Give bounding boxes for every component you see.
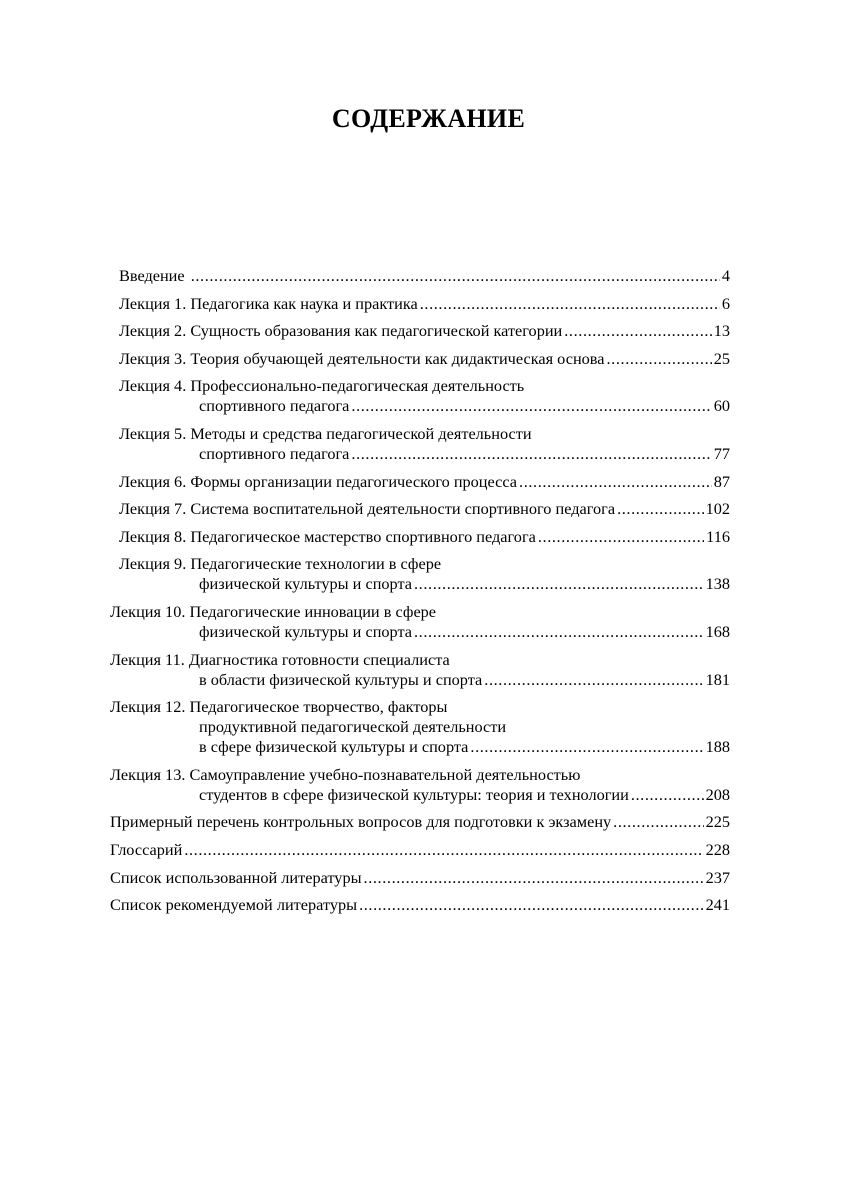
dot-leader — [470, 737, 703, 757]
toc-entry-title: Введение — [119, 266, 189, 285]
dot-leader — [631, 785, 704, 805]
toc-entry-title: Лекция 7. Система воспитательной деятельности спортивного педагога — [119, 499, 616, 519]
toc-entry[interactable] — [110, 527, 730, 547]
dot-leader — [564, 321, 711, 341]
toc-entry-title-continuation: продуктивной педагогической деятельности — [199, 717, 507, 737]
toc-entry-title-continuation: в области физической культуры и спорта — [199, 669, 483, 689]
toc-entry-title: Лекция 11. Диагностика готовности специалиста — [110, 649, 450, 669]
toc-entry-title: Лекция 4. Профессионально-педагогическая деятельность — [119, 376, 525, 396]
toc-entry-title: Лекция 9. Педагогические технологии в сфере — [119, 554, 442, 574]
toc-entry-title: Лекция 2. Сущность образования как педагогической категории — [119, 321, 563, 341]
toc-entry-title: Список рекомендуемой литературы — [110, 895, 358, 915]
dot-leader — [364, 868, 704, 888]
toc-entry[interactable] — [110, 554, 730, 594]
toc-entry-title-continuation: в сфере физической культуры и спорта — [199, 737, 469, 757]
table-of-contents — [110, 266, 730, 923]
toc-entry[interactable] — [110, 424, 730, 464]
toc-entry[interactable] — [110, 499, 730, 519]
dot-leader — [519, 472, 712, 492]
dot-leader — [414, 622, 704, 642]
toc-page-number: 77 — [713, 443, 730, 463]
toc-page-number: 237 — [705, 867, 730, 887]
toc-page-number: 241 — [705, 895, 730, 915]
toc-entry[interactable] — [110, 812, 730, 832]
toc-entry-title: Лекция 3. Теория обучающей деятельности как дидактическая основа — [119, 348, 605, 368]
toc-page-number: 116 — [706, 526, 730, 546]
toc-page-number: 228 — [705, 839, 730, 859]
toc-page-number: 168 — [705, 621, 730, 641]
toc-entry-title: Лекция 12. Педагогическое творчество, факторы — [110, 697, 448, 717]
toc-entry-title-continuation: физической культуры и спорта — [199, 574, 413, 594]
toc-entry[interactable] — [110, 472, 730, 492]
toc-entry[interactable] — [110, 266, 730, 286]
toc-page-number: 25 — [713, 348, 730, 368]
toc-page-number: 181 — [705, 669, 730, 689]
dot-leader — [351, 396, 711, 416]
toc-entry-title: Лекция 10. Педагогические инновации в сфере — [110, 601, 437, 621]
toc-entry[interactable] — [110, 294, 730, 314]
toc-entry[interactable] — [110, 349, 730, 369]
dot-leader — [191, 266, 720, 286]
toc-entry-title: Лекция 1. Педагогика как наука и практика — [119, 293, 418, 313]
toc-entry[interactable] — [110, 697, 730, 757]
dot-leader — [607, 349, 712, 369]
dot-leader — [613, 812, 703, 832]
toc-page-number: 188 — [705, 737, 730, 757]
toc-entry[interactable] — [110, 840, 730, 860]
toc-page-number: 6 — [721, 293, 730, 313]
toc-entry-title: Лекция 8. Педагогическое мастерство спортивного педагога — [119, 526, 536, 546]
page-title: СОДЕРЖАНИЕ — [331, 104, 526, 133]
toc-entry-title: Лекция 6. Формы организации педагогического процесса — [119, 471, 518, 491]
toc-entry[interactable] — [110, 895, 730, 915]
toc-entry[interactable] — [110, 321, 730, 341]
toc-entry[interactable] — [110, 376, 730, 416]
toc-entry-title: Примерный перечень контрольных вопросов для подготовки к экзамену — [110, 812, 612, 832]
toc-entry-title: Список использованной литературы — [110, 867, 362, 887]
toc-entry-title-continuation: студентов в сфере физической культуры: теория и технологии — [199, 784, 629, 804]
toc-entry[interactable] — [110, 765, 730, 805]
toc-page-number: 4 — [721, 266, 730, 285]
toc-page-number: 138 — [705, 574, 730, 594]
toc-page-number: 225 — [705, 812, 730, 832]
dot-leader — [420, 294, 720, 314]
toc-entry-title: Лекция 13. Самоуправление учебно-познавательной деятельностью — [110, 764, 581, 784]
dot-leader — [414, 574, 704, 594]
toc-page-number: 60 — [713, 396, 730, 416]
toc-entry-title: Глоссарий — [110, 839, 183, 859]
toc-entry-title: Лекция 5. Методы и средства педагогической деятельности — [119, 423, 532, 443]
toc-page-number: 87 — [713, 471, 730, 491]
dot-leader — [351, 444, 711, 464]
toc-page-number: 208 — [705, 784, 730, 804]
toc-entry-title-continuation: физической культуры и спорта — [199, 621, 413, 641]
dot-leader — [184, 840, 703, 860]
toc-entry-title-continuation: спортивного педагога — [199, 396, 350, 416]
toc-entry-title-continuation: спортивного педагога — [199, 443, 350, 463]
toc-entry[interactable] — [110, 650, 730, 690]
toc-entry[interactable] — [110, 602, 730, 642]
toc-page-number: 13 — [713, 321, 730, 341]
toc-entry[interactable] — [110, 868, 730, 888]
dot-leader — [359, 895, 704, 915]
toc-page-number: 102 — [705, 499, 730, 519]
dot-leader — [538, 527, 704, 547]
dot-leader — [617, 499, 704, 519]
dot-leader — [484, 670, 703, 690]
